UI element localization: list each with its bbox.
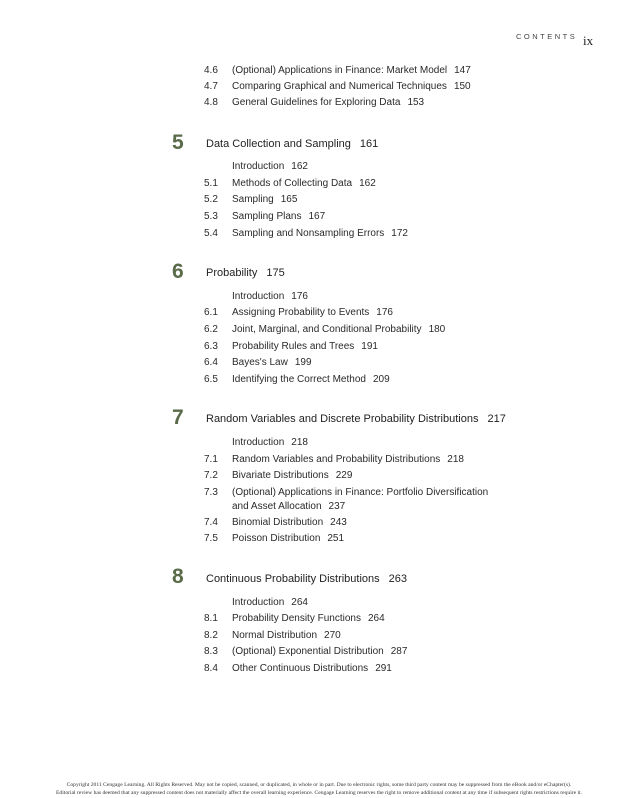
section-page: 251 [327,533,345,544]
section-title: Probability Rules and Trees [232,341,355,352]
section-number: 5.1 [204,178,218,189]
section-number: 6.1 [204,307,218,318]
chapter-heading[interactable] [206,572,407,586]
section-page: 172 [391,228,408,239]
section-title: Poisson Distribution [232,533,321,544]
toc-entry[interactable] [204,373,390,387]
chapter-title: Probability [206,267,258,279]
chapter-number: 5 [172,131,184,154]
toc-entry[interactable] [204,532,344,546]
section-page: 243 [330,517,347,528]
section-number: 6.2 [204,324,218,335]
section-title: Bayes's Law [232,357,288,368]
toc-entry[interactable] [204,486,504,514]
section-title: Sampling [232,194,274,205]
toc-entry[interactable] [204,177,376,191]
toc-entry[interactable] [204,629,341,643]
toc-entry[interactable] [204,306,393,320]
chapter-number: 6 [172,260,184,283]
section-title: Random Variables and Probability Distributions [232,454,441,465]
section-page: 229 [335,470,353,481]
toc-entry[interactable] [204,453,464,467]
toc-entry[interactable] [204,227,408,241]
section-title: Introduction [232,161,285,172]
section-number: 5.4 [204,228,218,239]
toc-entry[interactable] [204,516,347,530]
section-page: 209 [372,374,390,385]
section-page: 264 [291,597,308,608]
section-title: (Optional) Exponential Distribution [232,646,384,657]
section-title-continued: and Asset Allocation [232,501,322,512]
section-title: (Optional) Applications in Finance: Market Model [232,65,448,76]
chapter-page: 217 [487,413,506,425]
section-page: 199 [294,357,312,368]
copyright-line: Copyright 2011 Cengage Learning. All Rights Reserved. May not be copied, scanned, or duplicated, in whole or in part. Due to electronic rights, some third party content may be suppressed from the eBook and/or eChapter(s). [66,782,572,788]
section-page: 153 [407,97,425,108]
chapter-number: 8 [172,565,184,588]
chapter-title: Random Variables and Discrete Probability Distributions [206,413,479,425]
section-title: Sampling Plans [232,211,302,222]
section-page: 147 [454,65,471,76]
toc-entry[interactable] [204,356,312,370]
header-label: CONTENTS [516,32,578,41]
toc-entry[interactable] [204,645,407,659]
chapter-heading[interactable] [206,137,378,151]
section-title: Sampling and Nonsampling Errors [232,228,385,239]
section-title: Normal Distribution [232,630,318,641]
section-title: Bivariate Distributions [232,470,329,481]
section-page: 162 [291,161,308,172]
section-page: 167 [308,211,326,222]
section-number: 4.7 [204,81,218,92]
section-number: 8.1 [204,613,218,624]
toc-entry[interactable] [204,64,471,78]
section-page: 291 [375,663,392,674]
section-title: Probability Density Functions [232,613,361,624]
chapter-heading[interactable] [206,412,506,426]
section-title: Comparing Graphical and Numerical Techniques [232,81,447,92]
section-number: 7.2 [204,470,218,481]
chapter-page: 175 [266,267,285,279]
section-number: 6.3 [204,341,218,352]
section-number: 7.4 [204,517,218,528]
section-number: 8.4 [204,663,218,674]
section-page: 264 [367,613,385,624]
section-page: 162 [359,178,376,189]
copyright-line: Editorial review has deemed that any suppressed content does not materially affect the overall learning experience. Cengage Learning reserves the right to remove additional content at any time if subsequent rights restrictions require it. [56,790,582,796]
toc-entry[interactable] [204,469,352,483]
section-number: 5.3 [204,211,218,222]
section-number: 7.3 [204,487,218,498]
section-title: Other Continuous Distributions [232,663,369,674]
toc-entry[interactable] [204,662,392,676]
section-number: 5.2 [204,194,218,205]
section-title: General Guidelines for Exploring Data [232,97,401,108]
toc-entry[interactable] [204,596,308,610]
chapter-title: Data Collection and Sampling [206,138,351,150]
section-title: Binomial Distribution [232,517,324,528]
section-number: 8.3 [204,646,218,657]
section-page: 287 [390,646,408,657]
section-page: 176 [376,307,393,318]
toc-entry[interactable] [204,436,308,450]
section-title: Introduction [232,597,285,608]
section-title: Methods of Collecting Data [232,178,353,189]
section-page: 218 [291,437,308,448]
section-page: 191 [361,341,378,352]
toc-entry[interactable] [204,290,308,304]
section-number: 7.1 [204,454,218,465]
chapter-number: 7 [172,406,184,429]
section-title: Introduction [232,291,285,302]
section-title: Identifying the Correct Method [232,374,366,385]
section-page: 218 [447,454,464,465]
section-page: 165 [280,194,298,205]
chapter-title: Continuous Probability Distributions [206,573,380,585]
section-number: 8.2 [204,630,218,641]
section-number: 4.8 [204,97,218,108]
section-number: 6.5 [204,374,218,385]
section-number: 4.6 [204,65,218,76]
section-title: (Optional) Applications in Finance: Portfolio Diversification [232,487,489,498]
toc-entry[interactable] [204,160,308,174]
section-page: 270 [324,630,341,641]
section-number: 6.4 [204,357,218,368]
toc-entry[interactable] [204,612,385,626]
toc-entry[interactable] [204,210,325,224]
chapter-page: 161 [359,138,379,150]
section-title: Introduction [232,437,285,448]
chapter-heading[interactable] [206,266,285,280]
toc-entry[interactable] [204,323,445,337]
section-title: Assigning Probability to Events [232,307,370,318]
toc-entry[interactable] [204,193,297,207]
chapter-page: 263 [388,573,408,585]
section-page: 150 [453,81,471,92]
section-page: 180 [428,324,446,335]
section-number: 7.5 [204,533,218,544]
toc-entry[interactable] [204,96,424,110]
section-page: 237 [328,501,346,512]
toc-entry[interactable] [204,80,471,94]
section-page: 176 [291,291,308,302]
toc-entry[interactable] [204,340,378,354]
page-number: ix [583,33,594,48]
section-title: Joint, Marginal, and Conditional Probability [232,324,422,335]
copyright-notice [0,781,638,797]
